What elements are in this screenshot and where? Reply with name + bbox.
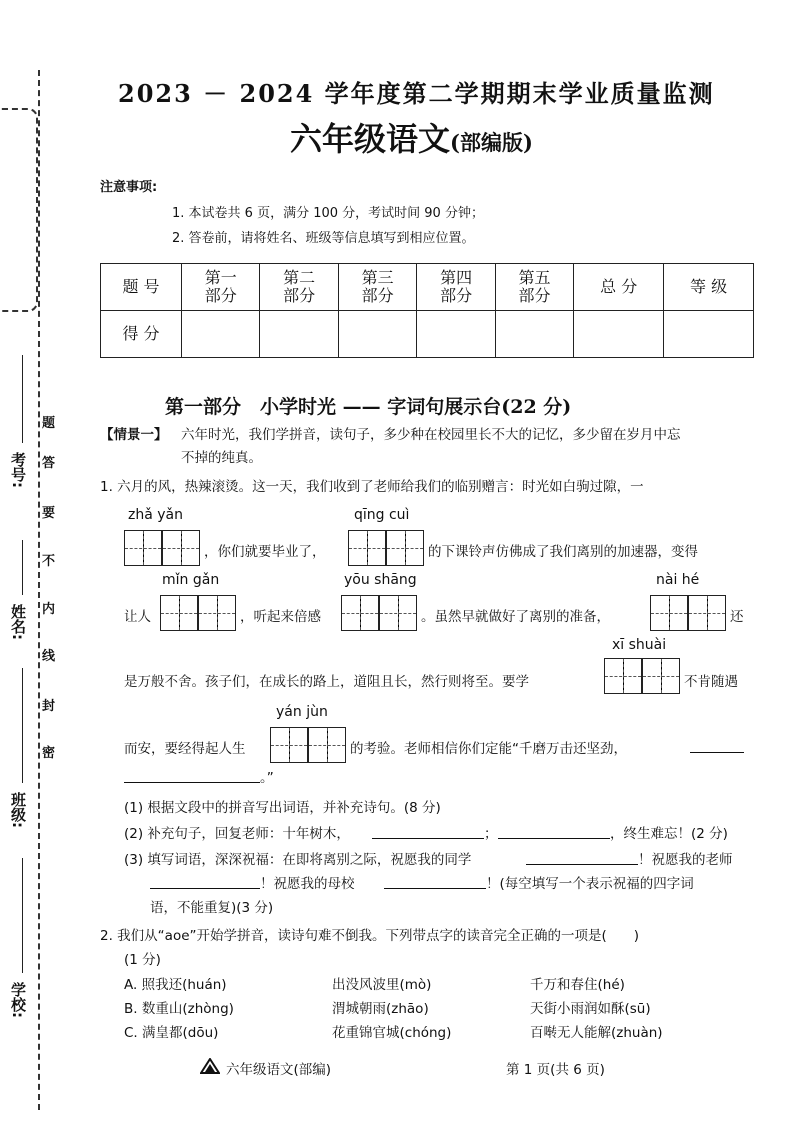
option-c[interactable]: C. 满皇都(dōu) (124, 1025, 219, 1041)
score-input-cell[interactable] (417, 311, 495, 358)
sub-question: ，终生难忘！(2 分) (610, 826, 728, 842)
sub-question: ； (484, 826, 498, 842)
score-input-cell[interactable] (495, 311, 573, 358)
passage-text: 还 (730, 609, 744, 625)
seal-char: 内 (42, 602, 56, 617)
sub-question: (3) 填写词语，深深祝福：在即将离别之际，祝愿我的同学 (124, 852, 472, 868)
pinyin-label: yán jùn (276, 704, 328, 720)
passage-text: 而安，要经得起人生 (124, 741, 246, 757)
score-input-cell[interactable] (574, 311, 664, 358)
seal-char: 封 (42, 699, 56, 714)
pinyin-answer-boxes[interactable] (341, 595, 417, 631)
score-table (100, 263, 754, 358)
answer-blank[interactable] (526, 864, 638, 865)
seal-char: 题 (42, 416, 56, 431)
seal-char: 答 (42, 456, 56, 471)
answer-blank[interactable] (384, 888, 486, 889)
notes-heading: 注意事项: (100, 180, 158, 195)
pinyin-answer-boxes[interactable] (348, 530, 424, 566)
score-table-cell: 总 分 (574, 264, 664, 311)
score-table-cell: 第三 部分 (338, 264, 416, 311)
answer-blank[interactable] (372, 838, 484, 839)
sub-question: 语，不能重复)(3 分) (150, 900, 274, 916)
poem-blank[interactable] (690, 752, 744, 753)
xingming-label: 姓名: (9, 604, 27, 640)
score-table-cell: 等 级 (664, 264, 754, 311)
xuexiao-line (22, 858, 23, 973)
option-c-item: 百啭无人能解(zhuàn) (530, 1025, 663, 1041)
option-b-item: 天街小雨润如酥(sū) (530, 1001, 651, 1017)
answer-blank[interactable] (498, 838, 610, 839)
score-table-header-row (101, 264, 754, 311)
score-table-cell: 得 分 (101, 311, 182, 358)
binding-box (0, 108, 38, 312)
exam-title: 2023 － 2024 学年度第二学期期末学业质量监测 (118, 79, 715, 108)
pinyin-label: zhǎ yǎn (128, 507, 183, 523)
seal-char: 线 (42, 649, 56, 664)
kaohao-label: 考号: (9, 452, 27, 488)
edition-label: (部编版) (450, 130, 533, 155)
footer-page-number: 第 1 页(共 6 页) (506, 1062, 605, 1078)
passage-text: 。” (260, 770, 274, 786)
answer-blank[interactable] (150, 888, 260, 889)
sub-question: ！(每空填写一个表示祝福的四字词 (486, 876, 694, 892)
banji-label: 班级: (9, 792, 27, 828)
footer-subject: 六年级语文(部编) (226, 1062, 332, 1078)
pinyin-answer-boxes[interactable] (124, 530, 200, 566)
pinyin-label: yōu shāng (344, 572, 417, 588)
score-input-cell[interactable] (260, 311, 338, 358)
pinyin-answer-boxes[interactable] (650, 595, 726, 631)
q1-text: 1. 六月的风，热辣滚烫。这一天，我们收到了老师给我们的临别赠言：时光如白驹过隙，一 (100, 479, 644, 495)
score-table-cell: 题 号 (101, 264, 182, 311)
passage-text: 的考验。老师相信你们定能“千磨万击还坚劲， (350, 741, 627, 757)
option-b-item: 渭城朝雨(zhāo) (332, 1001, 429, 1017)
score-input-cell[interactable] (182, 311, 260, 358)
passage-text: ，听起来倍感 (240, 609, 321, 625)
q2-text: (1 分) (124, 952, 161, 968)
passage-text: ，你们就要毕业了， (204, 544, 326, 560)
seal-char: 要 (42, 506, 56, 521)
sub-question: (2) 补充句子，回复老师：十年树木， (124, 826, 350, 842)
passage-text: 是万般不舍。孩子们，在成长的路上，道阻且长，然行则将至。要学 (124, 674, 529, 690)
score-table-cell: 第一 部分 (182, 264, 260, 311)
pinyin-answer-boxes[interactable] (270, 727, 346, 763)
seal-char: 密 (42, 746, 56, 761)
pinyin-label: nài hé (656, 572, 700, 588)
score-input-cell[interactable] (338, 311, 416, 358)
sub-question: (1) 根据文段中的拼音写出词语，并补充诗句。(8 分) (124, 800, 441, 816)
sub-question: ！祝愿我的老师 (638, 852, 733, 868)
passage-text: 让人 (124, 609, 151, 625)
pinyin-answer-boxes[interactable] (604, 658, 680, 694)
kaohao-line (22, 355, 23, 443)
xuexiao-label: 学校: (9, 982, 27, 1018)
option-b[interactable]: B. 数重山(zhòng) (124, 1001, 234, 1017)
passage-text: 的下课铃声仿佛成了我们离别的加速器，变得 (428, 544, 698, 560)
pinyin-label: xī shuài (612, 637, 667, 653)
exam-subtitle (290, 114, 533, 160)
passage-text: 。虽然早就做好了离别的准备， (421, 609, 610, 625)
poem-blank[interactable] (124, 782, 260, 783)
option-c-item: 花重锦官城(chóng) (332, 1025, 452, 1041)
subject-name: 六年级语文 (290, 120, 451, 158)
xingming-line (22, 540, 23, 595)
option-a-item: 出没风波里(mò) (332, 977, 432, 993)
score-table-cell: 第二 部分 (260, 264, 338, 311)
option-a-item: 千万和春住(hé) (530, 977, 625, 993)
option-a[interactable]: A. 照我还(huán) (124, 977, 227, 993)
scene-label: 【情景一】 (100, 427, 168, 443)
notes-item: 2. 答卷前，请将姓名、班级等信息填写到相应位置。 (172, 231, 475, 246)
scene-text: 六年时光，我们学拼音，读句子，多少种在校园里长不大的记忆，多少留在岁月中忘 (181, 427, 681, 443)
binding-dashed-line (38, 70, 40, 1110)
sub-question: ！祝愿我的母校 (260, 876, 355, 892)
seal-char: 不 (42, 554, 56, 569)
pinyin-label: qīng cuì (354, 507, 410, 523)
banji-line (22, 668, 23, 783)
score-table-cell: 第五 部分 (495, 264, 573, 311)
passage-text: 不肯随遇 (684, 674, 738, 690)
pinyin-label: mǐn gǎn (162, 572, 220, 588)
pinyin-answer-boxes[interactable] (160, 595, 236, 631)
section-title: 第一部分 小学时光 —— 字词句展示台(22 分) (165, 396, 572, 418)
q2-text: 2. 我们从“aoe”开始学拼音，读诗句难不倒我。下列带点字的读音完全正确的一项是( ) (100, 928, 640, 944)
notes-item: 1. 本试卷共 6 页，满分 100 分，考试时间 90 分钟； (172, 206, 484, 221)
score-input-cell[interactable] (664, 311, 754, 358)
triangle-logo-icon (200, 1058, 220, 1074)
score-table-score-row (101, 311, 754, 358)
scene-text: 不掉的纯真。 (181, 450, 262, 466)
score-table-cell: 第四 部分 (417, 264, 495, 311)
